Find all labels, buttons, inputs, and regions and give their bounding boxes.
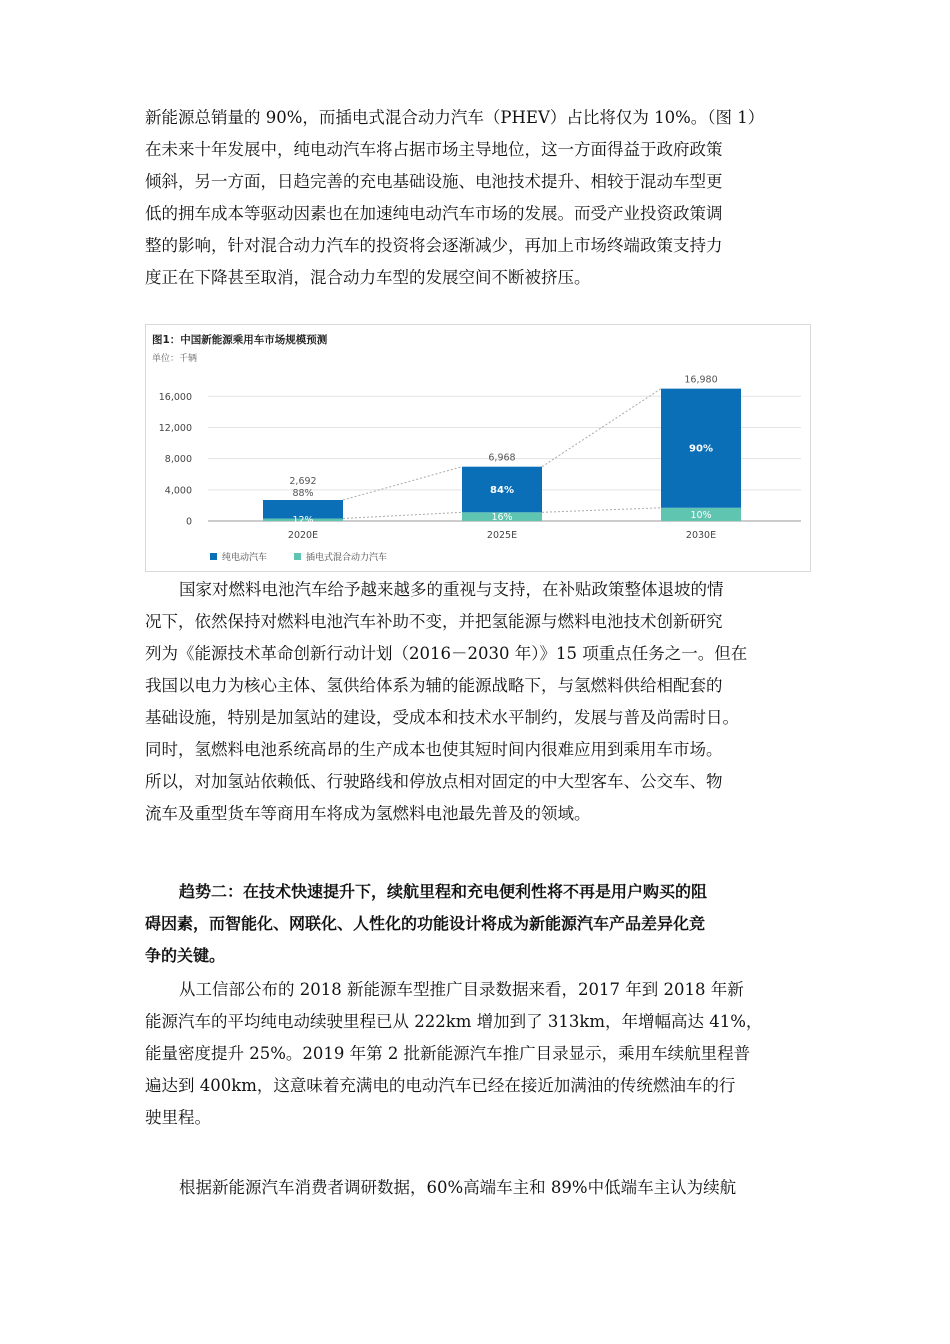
y-tick-label: 4,000	[164, 485, 192, 497]
paragraph-survey	[145, 1172, 817, 1204]
text-line: 国家对燃料电池汽车给予越来越多的重视与支持，在补贴政策整体退坡的情	[179, 580, 724, 599]
legend-label-bev: 纯电动汽车	[222, 553, 268, 563]
text-line: 从工信部公布的 2018 新能源车型推广目录数据来看，2017 年到 2018 年新	[179, 980, 744, 999]
x-tick-label: 2025E	[486, 530, 518, 541]
section-heading-trend-two	[145, 876, 817, 972]
bar-share-label-phev: 10%	[690, 509, 712, 521]
text-line: 我国以电力为核心主体、氢供给体系为辅的能源战略下，与氢燃料供给相配套的	[145, 676, 723, 695]
bar-total-label: 16,980	[684, 374, 718, 386]
text-line: 同时，氢燃料电池系统高昂的生产成本也使其短时间内很难应用到乘用车市场。	[145, 740, 723, 759]
text-line: 根据新能源汽车消费者调研数据，60%高端车主和 89%中低端车主认为续航	[179, 1178, 737, 1197]
text-line: 能量密度提升 25%。2019 年第 2 批新能源汽车推广目录显示，乘用车续航里程普	[145, 1044, 751, 1063]
y-tick-label: 16,000	[158, 391, 192, 403]
market-forecast-chart	[145, 324, 811, 572]
x-tick-label: 2030E	[685, 530, 717, 541]
text-line: 所以，对加氢站依赖低、行驶路线和停放点相对固定的中大型客车、公交车、物	[145, 772, 723, 791]
text-line: 整的影响，针对混合动力汽车的投资将会逐渐减少，再加上市场终端政策支持力	[145, 236, 723, 255]
legend-swatch-bev	[210, 553, 217, 560]
bar-total-label: 6,968	[488, 452, 516, 464]
text-line: 驶里程。	[145, 1108, 211, 1127]
trend-connector-bottom	[343, 512, 462, 518]
text-line: 度正在下降甚至取消，混合动力车型的发展空间不断被挤压。	[145, 268, 591, 287]
text-line: 列为《能源技术革命创新行动计划（2016－2030 年）》15 项重点任务之一。但在	[145, 644, 748, 663]
bar-share-label-phev: 12%	[292, 515, 314, 527]
paragraph-fuel-cell	[145, 574, 817, 830]
legend-swatch-phev	[294, 553, 301, 560]
trend-connector-top	[343, 467, 462, 500]
chart-svg	[146, 325, 810, 571]
heading-line: 趋势二：在技术快速提升下，续航里程和充电便利性将不再是用户购买的阻	[179, 882, 708, 901]
text-line: 遍达到 400km，这意味着充满电的电动汽车已经在接近加满油的传统燃油车的行	[145, 1076, 736, 1095]
bar-share-label-phev: 16%	[491, 512, 513, 524]
chart-unit-label: 单位：千辆	[152, 354, 198, 364]
x-tick-label: 2020E	[287, 530, 319, 541]
text-line: 倾斜，另一方面，日趋完善的充电基础设施、电池技术提升、相较于混动车型更	[145, 172, 723, 191]
text-line: 新能源总销量的 90%，而插电式混合动力汽车（PHEV）占比将仅为 10%。（图 1）	[145, 108, 765, 127]
y-tick-label: 0	[185, 516, 192, 528]
bar-total-label: 2,692	[289, 476, 317, 488]
text-line: 况下，依然保持对燃料电池汽车补助不变，并把氢能源与燃料电池技术创新研究	[145, 612, 723, 631]
bar-share-label-bev: 90%	[689, 443, 713, 455]
text-line: 在未来十年发展中，纯电动汽车将占据市场主导地位，这一方面得益于政府政策	[145, 140, 723, 159]
text-line: 低的拥车成本等驱动因素也在加速纯电动汽车市场的发展。而受产业投资政策调	[145, 204, 723, 223]
heading-line: 争的关键。	[145, 946, 226, 965]
trend-connector-bottom	[542, 508, 661, 513]
paragraph-range-data	[145, 974, 817, 1134]
chart-title: 图1：中国新能源乘用车市场规模预测	[152, 334, 328, 346]
heading-line: 碍因素，而智能化、网联化、人性化的功能设计将成为新能源汽车产品差异化竞	[145, 914, 706, 933]
bar-share-label-bev: 84%	[490, 484, 514, 496]
y-tick-label: 12,000	[158, 422, 192, 434]
legend-label-phev: 插电式混合动力汽车	[306, 553, 388, 563]
bar-share-label-bev: 88%	[292, 488, 314, 500]
text-line: 能源汽车的平均纯电动续驶里程已从 222km 增加到了 313km，年增幅高达 41%，	[145, 1012, 763, 1031]
text-line: 基础设施，特别是加氢站的建设，受成本和技术水平制约，发展与普及尚需时日。	[145, 708, 739, 727]
paragraph-phev-share	[145, 102, 817, 294]
text-line: 流车及重型货车等商用车将成为氢燃料电池最先普及的领域。	[145, 804, 591, 823]
y-tick-label: 8,000	[164, 454, 192, 466]
